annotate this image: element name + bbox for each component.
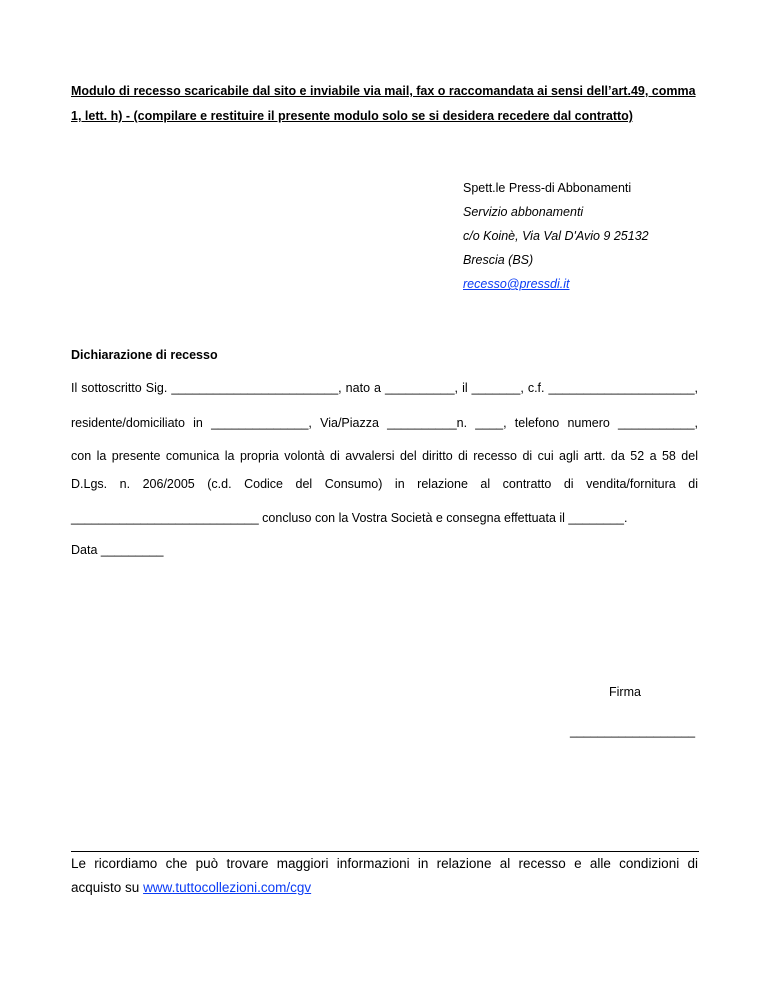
date-line: Data _________ xyxy=(71,543,164,557)
declaration-line-5: ___________________________ concluso con la Vostra Società e consegna effettuata il ________. xyxy=(71,511,628,525)
footer-prefix: acquisto su xyxy=(71,880,140,895)
footer-cgv-link[interactable]: www.tuttocollezioni.com/cgv xyxy=(143,880,312,895)
recipient-street: c/o Koinè, Via Val D'Avio 9 25132 xyxy=(463,229,649,243)
declaration-line-4: D.Lgs. n. 206/2005 (c.d. Codice del Consumo) in relazione al contratto di vendita/fornitura di xyxy=(71,477,698,491)
recipient-address xyxy=(463,176,649,296)
signature-label: Firma xyxy=(609,685,641,699)
form-heading-line-2: 1, lett. h) - (compilare e restituire il presente modulo solo se si desidera recedere dal contratto) xyxy=(71,109,633,123)
form-heading-line-1: Modulo di recesso scaricabile dal sito e inviabile via mail, fax o raccomandata ai sensi dell’art.49, comma xyxy=(71,84,696,98)
form-heading xyxy=(71,79,701,129)
declaration-line-3: con la presente comunica la propria volontà di avvalersi del diritto di recesso di cui agli artt. da 52 a 58 del xyxy=(71,449,698,463)
footer-note xyxy=(71,852,698,900)
recipient-department: Servizio abbonamenti xyxy=(463,205,584,219)
declaration-title: Dichiarazione di recesso xyxy=(71,348,218,362)
declaration-line-2: residente/domiciliato in ______________, Via/Piazza __________n. ____, telefono numero ___________, xyxy=(71,416,698,430)
recipient-name: Spett.le Press-di Abbonamenti xyxy=(463,181,632,195)
declaration-line-1: Il sottoscritto Sig. ________________________, nato a __________, il _______, c.f. _____________________, xyxy=(71,381,698,395)
signature-line: __________________ xyxy=(570,724,696,738)
recipient-email-link[interactable]: recesso@pressdi.it xyxy=(463,277,570,291)
footer-line-1: Le ricordiamo che può trovare maggiori informazioni in relazione al recesso e alle condizioni di xyxy=(71,856,698,871)
recipient-city: Brescia (BS) xyxy=(463,253,534,267)
